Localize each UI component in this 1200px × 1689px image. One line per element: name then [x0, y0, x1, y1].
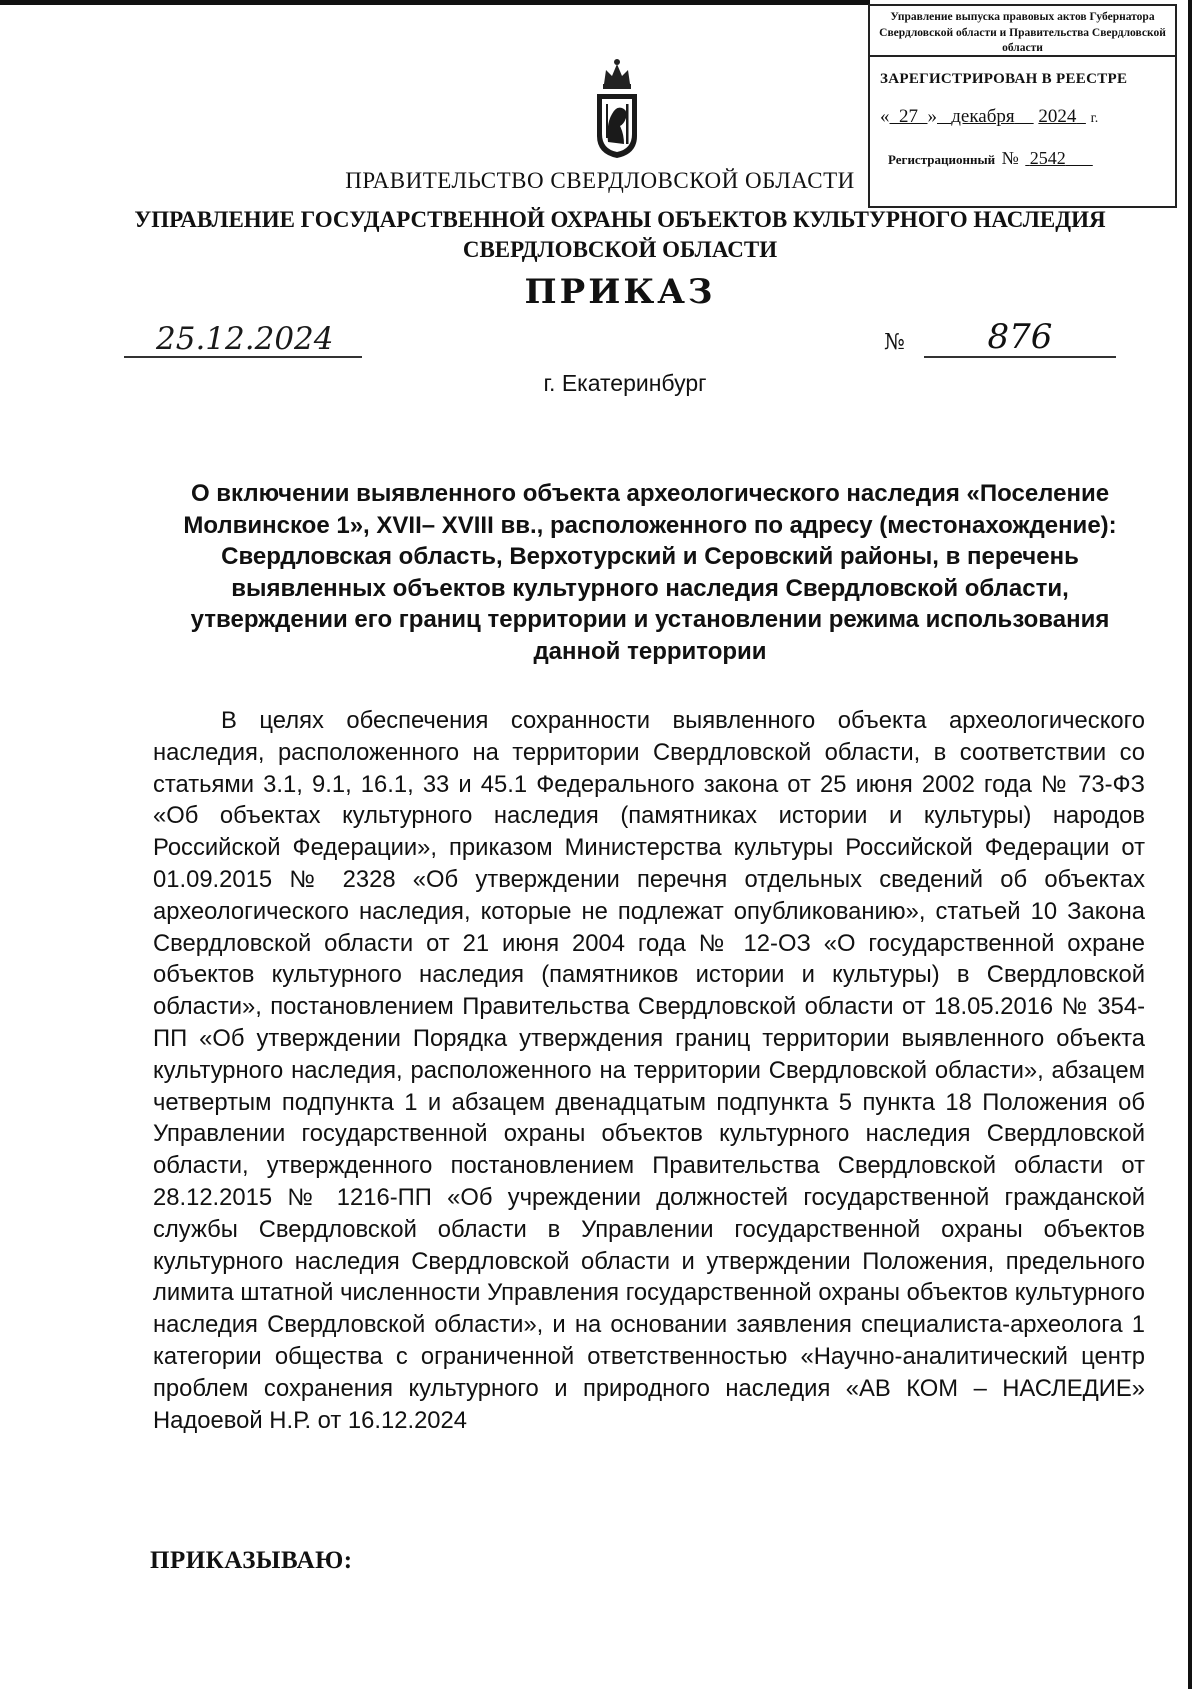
scan-border-top — [0, 0, 870, 5]
coat-of-arms-icon — [594, 54, 640, 158]
document-type: ПРИКАЗ — [524, 272, 716, 312]
stamp-no-sign: № — [1001, 148, 1019, 168]
stamp-month: декабря — [951, 106, 1015, 127]
scan-border-right — [1188, 0, 1192, 1689]
stamp-number-value: 2542 — [1029, 148, 1066, 168]
stamp-day: 27 — [899, 106, 918, 127]
stamp-year: 2024 — [1038, 106, 1077, 127]
stamp-registered-label: ЗАРЕГИСТРИРОВАН В РЕЕСТРЕ — [880, 71, 1128, 87]
city: г. Екатеринбург — [543, 370, 707, 396]
stamp-reg-label: Регистрационный — [888, 152, 996, 167]
stamp-date: « 27 » декабря 2024 г. — [880, 106, 1099, 127]
order-word: ПРИКАЗЫВАЮ: — [150, 1547, 353, 1574]
stamp-reg-number — [888, 148, 1175, 169]
number-label: № — [884, 330, 905, 355]
stamp-year-suffix: г. — [1090, 111, 1099, 126]
stamp-header: Управление выпуска правовых актов Губернатора Свердловской области и Правительства Свердловской области — [870, 6, 1175, 57]
body-paragraph: В целях обеспечения сохранности выявленного объекта археологического наследия, расположенного на территории Свердловской области, в соответствии со статьями 3.1, 9.1, 16.1, 33 и 45.1 Федерального закона от 25 июня 2002 года № 73-ФЗ «Об объектах культурного наследия (памятниках истории и культуры) народов Российской Федерации», приказом Министерства культуры Российской Федерации от 01.09.2015 № 2328 «Об утверждении перечня отдельных сведений об объектах археологического наследия, которые не подлежат опубликованию», статьей 10 Закона Свердловской области от 21 июня 2004 года № 12-ОЗ «О государственной охране объектов культурного наследия (памятников истории и культуры) в Свердловской области», постановлением Правительства Свердловской области от 18.05.2016 № 354-ПП «Об утверждении Порядка утверждения границ территории выявленного объекта культурного наследия, расположенного на территории Свердловской области», абзацем четвертым подпункта 1 и абзацем двенадцатым подпункта 5 пункта 18 Положения об Управлении государственной охраны объектов культурного наследия Свердловской области, утвержденного постановлением Правительства Свердловской области от 28.12.2015 № 1216-ПП «Об учреждении должностей государственной гражданской службы Свердловской области в Управлении государственной охраны объектов культурного наследия Свердловской области и утверждении Положения, предельного лимита штатной численности Управления государственной охраны объектов культурного наследия Свердловской области», и на основании заявления специалиста-археолога 1 категории общества с ограниченной ответственностью «Научно-аналитический центр проблем сохранения культурного и природного наследия «АВ КОМ – НАСЛЕДИЕ» Надоевой Н.Р. от 16.12.2024 — [153, 707, 1145, 1434]
handwritten-date: 25.12.2024 — [124, 322, 362, 358]
government-name: ПРАВИТЕЛЬСТВО СВЕРДЛОВСКОЙ ОБЛАСТИ — [345, 168, 855, 193]
document-title: О включении выявленного объекта археологического наследия «Поселение Молвинское 1», XVII– XVIII вв., расположенного по адресу (местонахождение): Свердловская область, Верхотурский и Серовский районы, в перечень выявленных объектов культурного наследия Свердловской области, утверждении его границ территории и установлении режима использования данной территории — [183, 480, 1117, 665]
handwritten-number: 876 — [924, 318, 1116, 358]
department-name: УПРАВЛЕНИЕ ГОСУДАРСТВЕННОЙ ОХРАНЫ ОБЪЕКТОВ КУЛЬТУРНОГО НАСЛЕДИЯ СВЕРДЛОВСКОЙ ОБЛАСТИ — [134, 207, 1106, 262]
